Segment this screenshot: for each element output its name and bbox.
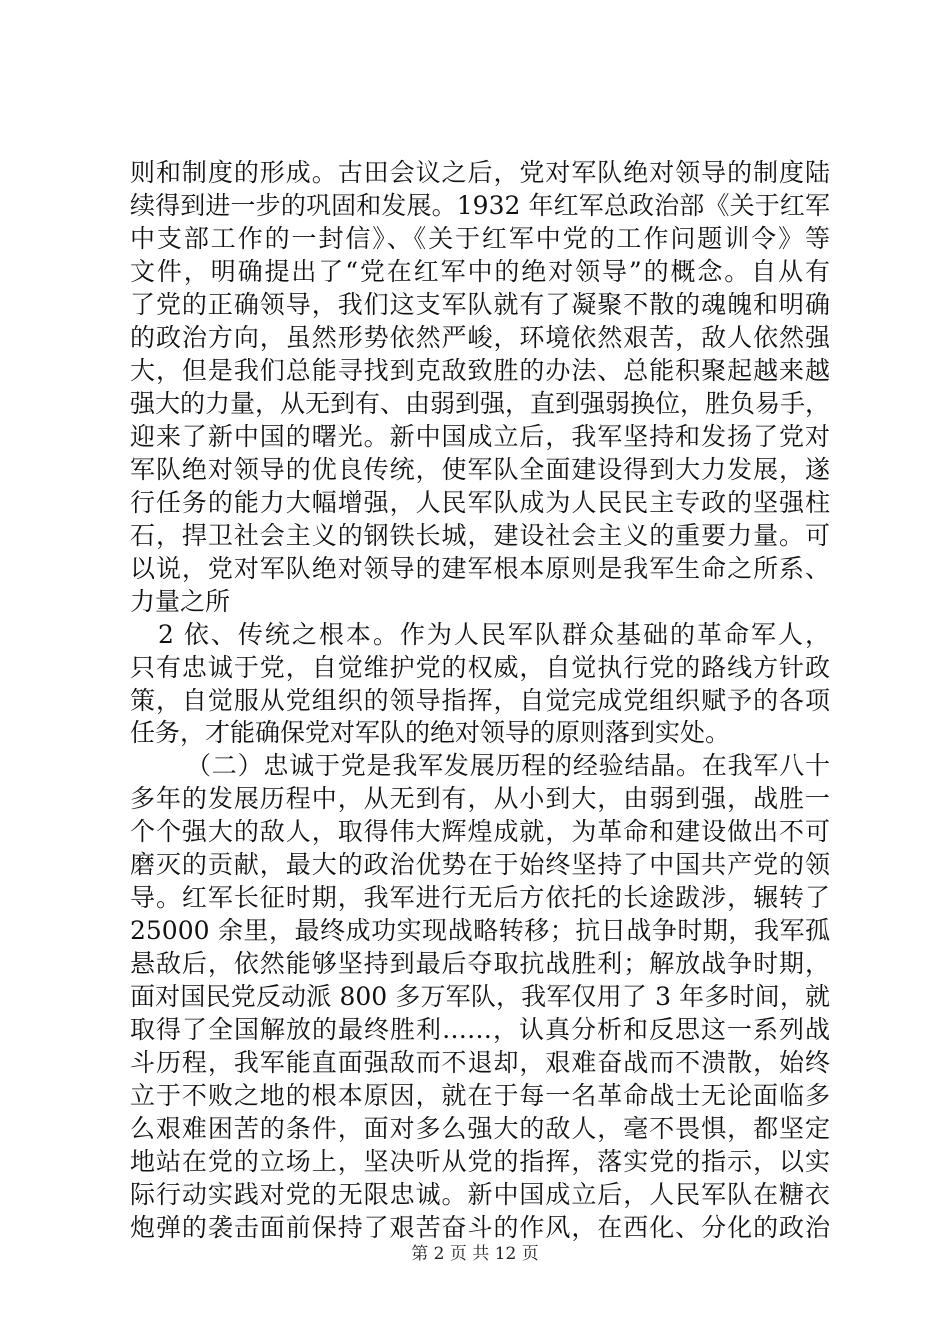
text-line: 悬敌后，依然能够坚持到最后夺取抗战胜利；解放战争时期， (130, 949, 830, 978)
text-line: 行任务的能力大幅增强，人民军队成为人民民主专政的坚强柱 (130, 488, 830, 517)
text-line: 2 依、传统之根本。作为人民军队群众基础的革命军人， (158, 620, 830, 649)
text-line: 了党的正确领导，我们这支军队就有了凝聚不散的魂魄和明确 (130, 290, 830, 319)
text-line: 大，但是我们总能寻找到克敌致胜的办法、总能积聚起越来越 (130, 356, 830, 385)
text-line: （二）忠诚于党是我军发展历程的经验结晶。在我军八十 (186, 751, 830, 780)
text-line: 立于不败之地的根本原因，就在于每一名革命战士无论面临多 (130, 1081, 830, 1110)
text-line: 以说，党对军队绝对领导的建军根本原则是我军生命之所系、 (130, 554, 830, 583)
text-line: 取得了全国解放的最终胜利……，认真分析和反思这一系列战 (130, 1015, 830, 1044)
text-line: 文件，明确提出了“党在红军中的绝对领导”的概念。自从有 (130, 257, 830, 286)
text-line: 的政治方向，虽然形势依然严峻，环境依然艰苦，敌人依然强 (130, 323, 830, 352)
text-line: 则和制度的形成。古田会议之后，党对军队绝对领导的制度陆 (130, 158, 830, 187)
text-line: 25000 余里，最终成功实现战略转移；抗日战争时期，我军孤 (130, 916, 830, 945)
page-footer: 第 2 页 共 12 页 (411, 1244, 539, 1264)
text-line: 个个强大的敌人，取得伟大辉煌成就，为革命和建设做出不可 (130, 817, 830, 846)
text-line: 只有忠诚于党，自觉维护党的权威，自觉执行党的路线方针政 (130, 653, 830, 682)
text-line: 中支部工作的一封信》、《关于红军中党的工作问题训令》等 (130, 224, 830, 253)
text-line: 地站在党的立场上，坚决听从党的指挥，落实党的指示，以实 (130, 1147, 830, 1176)
text-line: 续得到进一步的巩固和发展。1932 年红军总政治部《关于红军 (130, 191, 830, 220)
text-line: 任务，才能确保党对军队的绝对领导的原则落到实处。 (130, 718, 731, 747)
text-line: 磨灭的贡献，最大的政治优势在于始终坚持了中国共产党的领 (130, 850, 830, 879)
text-line: 迎来了新中国的曙光。新中国成立后，我军坚持和发扬了党对 (130, 422, 830, 451)
text-line: 力量之所 (130, 587, 231, 616)
text-line: 斗历程，我军能直面强敌而不退却，艰难奋战而不溃散，始终 (130, 1048, 830, 1077)
text-line: 际行动实践对党的无限忠诚。新中国成立后，人民军队在糖衣 (130, 1180, 830, 1209)
text-line: 么艰难困苦的条件，面对多么强大的敌人，毫不畏惧，都坚定 (130, 1114, 830, 1143)
text-line: 多年的发展历程中，从无到有，从小到大，由弱到强，战胜一 (130, 784, 830, 813)
text-line: 石，捍卫社会主义的钢铁长城，建设社会主义的重要力量。可 (130, 521, 830, 550)
text-line: 炮弹的袭击面前保持了艰苦奋斗的作风，在西化、分化的政治 (130, 1213, 830, 1242)
text-line: 军队绝对领导的优良传统，使军队全面建设得到大力发展，遂 (130, 455, 830, 484)
text-line: 强大的力量，从无到有、由弱到强，直到强弱换位，胜负易手， (130, 389, 831, 418)
text-line: 导。红军长征时期，我军进行无后方依托的长途跋涉，辗转了 (130, 883, 830, 912)
text-line: 策，自觉服从党组织的领导指挥，自觉完成党组织赋予的各项 (130, 686, 830, 715)
text-line: 面对国民党反动派 800 多万军队，我军仅用了 3 年多时间，就 (130, 982, 830, 1011)
